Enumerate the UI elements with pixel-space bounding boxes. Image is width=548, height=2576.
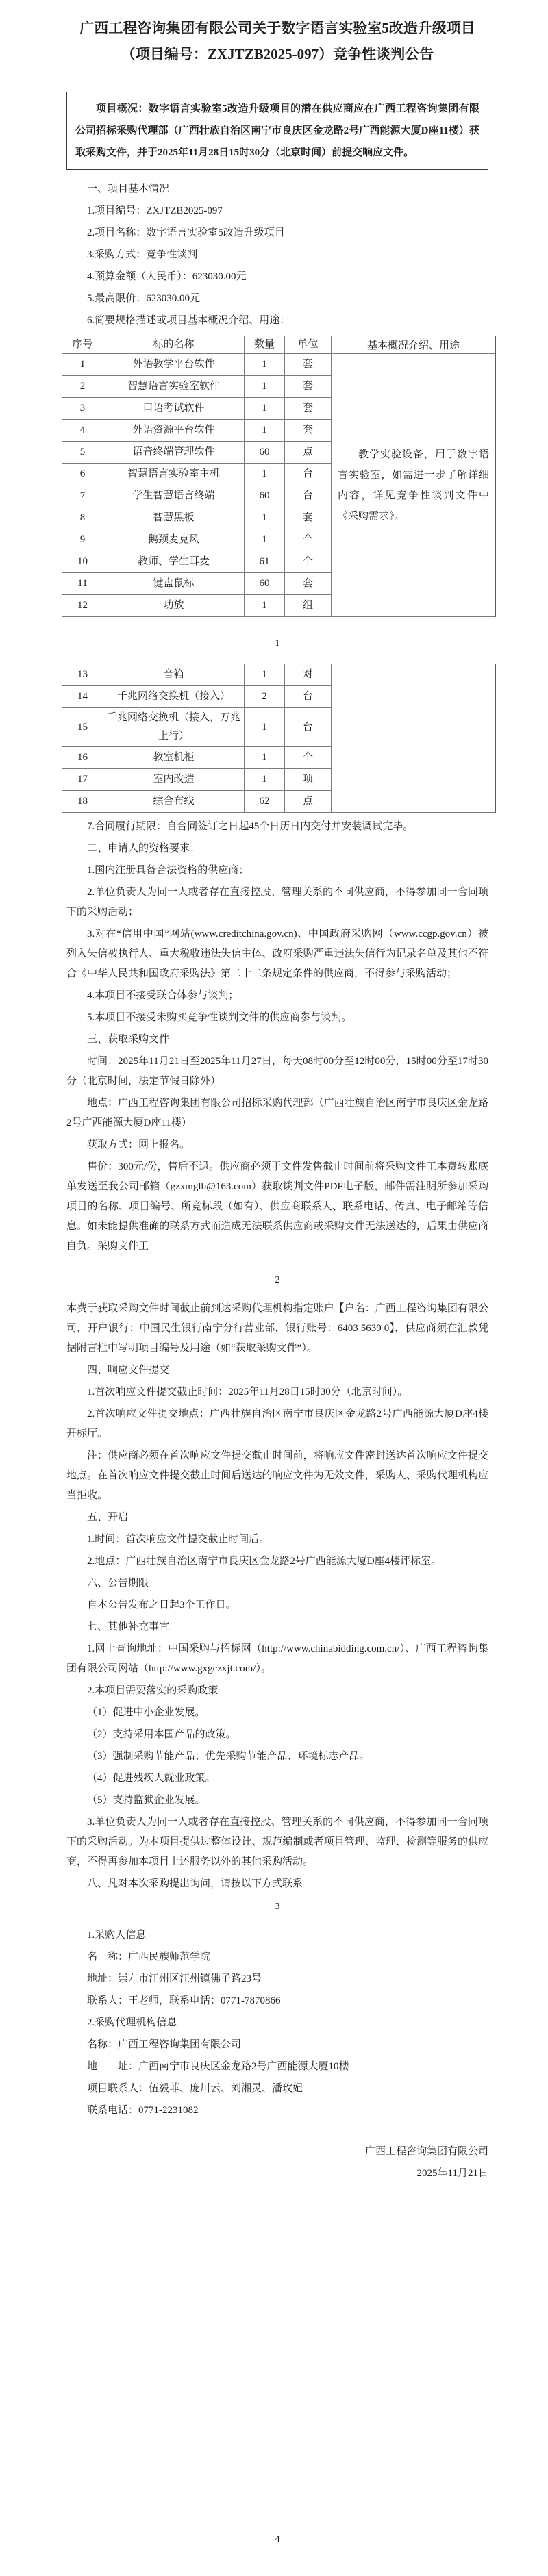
- cell-name: 综合布线: [103, 791, 245, 813]
- cell-qty: 1: [245, 595, 285, 617]
- cell-no: 1: [62, 354, 103, 376]
- items-table-page2: [62, 664, 496, 813]
- cell-qty: 1: [245, 507, 285, 529]
- cell-qty: 1: [245, 464, 285, 485]
- cell-qty: 1: [245, 398, 285, 420]
- page-4: [0, 1917, 548, 2576]
- table-row: [62, 769, 332, 791]
- table-row: [62, 708, 332, 747]
- table-row: [62, 420, 332, 442]
- paragraph: 1.采购人信息: [87, 1930, 147, 1941]
- paragraph: 1.国内注册具备合法资格的供应商；: [87, 865, 249, 876]
- paragraph: 5.本项目不接受未购买竞争性谈判文件的供应商参与谈判。: [87, 1012, 352, 1023]
- paragraph: 时间：2025年11月21日至2025年11月27日，每天08时00分至12时00分，15时00分至17时30分（北京时间，法定节假日除外）: [66, 1056, 488, 1087]
- table-row: [62, 376, 332, 398]
- cell-qty: 1: [245, 420, 285, 442]
- table-row: [62, 398, 332, 420]
- cell-qty: 1: [245, 747, 285, 769]
- cell-unit: 台: [285, 485, 332, 507]
- paragraph: 四、响应文件提交: [87, 1365, 170, 1376]
- paragraph: 五、开启: [87, 1512, 129, 1523]
- document-title: [66, 15, 488, 67]
- paragraph: 3.对在“信用中国”网站(www.creditchina.gov.cn)、中国政府采购网（www.ccgp.gov.cn）被列入失信被执行人、重大税收违法失信主体、政府采购严重违法失信行为记录名单及其他不符合《中华人民共和国政府采购法》第二十二条规定条件的供应商，不得参与采购活动；: [66, 929, 488, 979]
- paragraph: 三、获取采购文件: [87, 1034, 170, 1045]
- cell-unit: 对: [285, 664, 332, 686]
- cell-name: 语音终端管理软件: [103, 442, 245, 464]
- cell-qty: 61: [245, 551, 285, 573]
- cell-unit: 台: [285, 464, 332, 485]
- cell-name: 千兆网络交换机（接入，万兆上行）: [103, 708, 245, 747]
- merged-note-cell-empty: [332, 664, 495, 813]
- table-row: [62, 507, 332, 529]
- paragraph: 2.本项目需要落实的采购政策: [87, 1685, 219, 1696]
- paragraph: 地 址：广西南宁市良庆区金龙路2号广西能源大厦10楼: [87, 2061, 349, 2072]
- cell-qty: 1: [245, 529, 285, 551]
- title-line-2: （项目编号：ZXJTZB2025-097）竞争性谈判公告: [121, 46, 434, 62]
- header-no: 序号: [62, 336, 103, 354]
- cell-name: 鹅颈麦克风: [103, 529, 245, 551]
- cell-unit: 套: [285, 507, 332, 529]
- paragraph: （4）促进残疾人就业政策。: [87, 1773, 216, 1784]
- title-line-1: 广西工程咨询集团有限公司关于数字语言实验室5改造升级项目: [79, 20, 475, 36]
- cell-unit: 套: [285, 398, 332, 420]
- cell-unit: 点: [285, 442, 332, 464]
- paragraph: 3.采购方式：竞争性谈判: [87, 249, 198, 260]
- cell-qty: 60: [245, 485, 285, 507]
- paragraph: 2.单位负责人为同一人或者存在直接控股、管理关系的不同供应商，不得参加同一合同项下的采购活动；: [66, 887, 488, 918]
- paragraph: 地点：广西工程咨询集团有限公司招标采购代理部（广西壮族自治区南宁市良庆区金龙路2号广西能源大厦D座11楼）: [66, 1098, 488, 1128]
- paragraph: 六、公告期限: [87, 1578, 149, 1589]
- paragraph: 八、凡对本次采购提出询问，请按以下方式联系: [87, 1878, 303, 1889]
- paragraph: 2.首次响应文件提交地点：广西壮族自治区南宁市良庆区金龙路2号广西能源大厦D座4楼开标厅。: [66, 1409, 488, 1439]
- cell-name: 教师、学生耳麦: [103, 551, 245, 573]
- cell-name: 室内改造: [103, 769, 245, 791]
- items-table-main: [62, 336, 332, 617]
- paragraph: （2）支持采用本国产品的政策。: [87, 1729, 236, 1740]
- table-row: [62, 442, 332, 464]
- cell-qty: 60: [245, 573, 285, 595]
- table-row: [62, 573, 332, 595]
- paragraph: 1.首次响应文件提交截止时间：2025年11月28日15时30分（北京时间）。: [87, 1387, 408, 1398]
- cell-unit: 套: [285, 376, 332, 398]
- cell-unit: 项: [285, 769, 332, 791]
- paragraph: 1.时间：首次响应文件提交截止时间后。: [87, 1534, 270, 1545]
- header-qty: 数量: [245, 336, 285, 354]
- cell-no: 13: [62, 664, 103, 686]
- table-row: [62, 354, 332, 376]
- header-unit: 单位: [285, 336, 332, 354]
- cell-name: 教室机柜: [103, 747, 245, 769]
- paragraph: 联系电话：0771-2231082: [87, 2105, 199, 2116]
- page1-paragraphs: [66, 179, 488, 333]
- paragraph: 2.地点：广西壮族自治区南宁市良庆区金龙路2号广西能源大厦D座4楼评标室。: [87, 1556, 442, 1567]
- cell-unit: 个: [285, 529, 332, 551]
- cell-name: 千兆网络交换机（接入）: [103, 686, 245, 708]
- cell-no: 12: [62, 595, 103, 617]
- cell-unit: 套: [285, 573, 332, 595]
- page-2: [0, 654, 548, 1291]
- table-row: [62, 595, 332, 617]
- paragraph: 4.本项目不接受联合体参与谈判；: [87, 990, 239, 1001]
- paragraph: 7.合同履行期限：自合同签订之日起45个日历日内交付并安装调试完毕。: [87, 821, 414, 832]
- cell-no: 7: [62, 485, 103, 507]
- cell-no: 15: [62, 708, 103, 747]
- cell-name: 键盘鼠标: [103, 573, 245, 595]
- table-row: [62, 791, 332, 813]
- table-row: [62, 529, 332, 551]
- cell-name: 功放: [103, 595, 245, 617]
- cell-qty: 2: [245, 686, 285, 708]
- page-number-3: 3: [275, 1902, 280, 1912]
- paragraph: 3.单位负责人为同一人或者存在直接控股、管理关系的不同供应商，不得参加同一合同项下的采购活动。为本项目提供过整体设计、规范编制或者项目管理、监理、检测等服务的供应商，不得再参加本项目上述服务以外的其他采购活动。: [66, 1817, 488, 1867]
- table-row: [62, 664, 332, 686]
- page3-paragraphs: [66, 1299, 488, 1896]
- table-row: [62, 686, 332, 708]
- signature-company: 广西工程咨询集团有限公司: [364, 2146, 488, 2157]
- paragraph: 七、其他补充事宜: [87, 1621, 170, 1632]
- paragraph: 地址：崇左市江州区江州镇佛子路23号: [87, 1973, 262, 1984]
- cell-name: 外语教学平台软件: [103, 354, 245, 376]
- table-header-row: [62, 336, 332, 354]
- paragraph: （5）支持监狱企业发展。: [87, 1795, 206, 1806]
- merged-note-cell: [332, 354, 495, 617]
- cell-name: 智慧黑板: [103, 507, 245, 529]
- signature-date: 2025年11月21日: [416, 2168, 488, 2179]
- cell-qty: 1: [245, 376, 285, 398]
- cell-no: 2: [62, 376, 103, 398]
- paragraph: 2.采购代理机构信息: [87, 2017, 177, 2028]
- paragraph: 2.项目名称：数字语言实验室5改造升级项目: [87, 227, 285, 238]
- paragraph: 项目联系人：伍毅菲、庞川云、刘湘灵、潘玫妃: [87, 2083, 303, 2094]
- cell-no: 3: [62, 398, 103, 420]
- cell-no: 16: [62, 747, 103, 769]
- cell-qty: 60: [245, 442, 285, 464]
- cell-unit: 套: [285, 420, 332, 442]
- page4-paragraphs: [66, 1925, 488, 2123]
- table-rows-page2: [62, 664, 332, 813]
- paragraph: 4.预算金额（人民币）：623030.00元: [87, 271, 247, 282]
- project-overview-box: 项目概况：数字语言实验室5改造升级项目的潜在供应商应在广西工程咨询集团有限公司招标采购代理部（广西壮族自治区南宁市良庆区金龙路2号广西能源大厦D座11楼）获取采购文件，并于2025年11月28日15时30分（北京时间）前提交响应文件。: [66, 92, 488, 170]
- paragraph: 本费于获取采购文件时间截止前到达采购代理机构指定账户【户名：广西工程咨询集团有限公司，开户银行：中国民生银行南宁分行营业部，银行账号：6403 5639 0】，供应商须在汇款凭据附言栏中写明项目编号及用途（如“获取采购文件”）。: [66, 1303, 488, 1354]
- cell-no: 17: [62, 769, 103, 791]
- paragraph: 一、项目基本情况: [87, 184, 170, 194]
- table-row: [62, 464, 332, 485]
- cell-unit: 点: [285, 791, 332, 813]
- table-rows-page1: [62, 354, 332, 617]
- cell-name: 智慧语言实验室软件: [103, 376, 245, 398]
- cell-name: 口语考试软件: [103, 398, 245, 420]
- page-number-4: 4: [275, 2534, 280, 2545]
- cell-unit: 个: [285, 551, 332, 573]
- paragraph: 获取方式：网上报名。: [87, 1139, 190, 1150]
- items-table-page1: [62, 336, 496, 617]
- table-row: [62, 551, 332, 573]
- cell-no: 8: [62, 507, 103, 529]
- page-number-1: 1: [275, 638, 280, 648]
- page-1: [0, 0, 548, 654]
- cell-no: 18: [62, 791, 103, 813]
- cell-qty: 62: [245, 791, 285, 813]
- paragraph: 名称：广西工程咨询集团有限公司: [87, 2039, 242, 2050]
- cell-qty: 1: [245, 708, 285, 747]
- page2-paragraphs: [66, 817, 488, 1259]
- cell-no: 14: [62, 686, 103, 708]
- cell-name: 外语资源平台软件: [103, 420, 245, 442]
- page-number-2: 2: [275, 1275, 280, 1285]
- cell-name: 学生智慧语言终端: [103, 485, 245, 507]
- cell-no: 5: [62, 442, 103, 464]
- cell-no: 11: [62, 573, 103, 595]
- note-text: 教学实验设备，用于数字语言实验室，如需进一步了解详细内容，详见竞争性谈判文件中《采购需求》。: [338, 449, 489, 522]
- paragraph: 名 称：广西民族师范学院: [87, 1952, 211, 1962]
- signature-block: [66, 2141, 488, 2184]
- cell-name: 音箱: [103, 664, 245, 686]
- items-table-main-continued: [62, 664, 332, 813]
- cell-no: 6: [62, 464, 103, 485]
- cell-unit: 台: [285, 708, 332, 747]
- header-note: 基本概况介绍、用途: [332, 336, 495, 354]
- paragraph: （3）强制采购节能产品；优先采购节能产品、环境标志产品。: [87, 1751, 370, 1762]
- paragraph: 1.网上查询地址：中国采购与招标网（http://www.chinabidding.com.cn/）、广西工程咨询集团有限公司网站（http://www.gxgczxjt.com/）。: [66, 1643, 488, 1674]
- paragraph: 联系人：王老师，联系电话：0771-7870866: [87, 1995, 281, 2006]
- cell-no: 10: [62, 551, 103, 573]
- paragraph: （1）促进中小企业发展。: [87, 1707, 206, 1718]
- paragraph: 售价：300元/份，售后不退。供应商必须于文件发售截止时间前将采购文件工本费转账底单发送至我公司邮箱（gzxmglb@163.com）获取谈判文件PDF电子版，邮件需注明所参加采购项目的名称、项目编号、所竞标段（如有）、供应商联系人、联系电话、传真、电子邮箱等信息。如未能提供准确的联系方式而造成无法联系供应商或采购文件无法送达的，后果由供应商自负。采购文件工: [66, 1161, 488, 1252]
- paragraph: 6.简要规格描述或项目基本概况介绍、用途：: [87, 315, 290, 326]
- cell-unit: 组: [285, 595, 332, 617]
- table-note-column-empty: [332, 664, 496, 813]
- cell-unit: 套: [285, 354, 332, 376]
- paragraph: 5.最高限价：623030.00元: [87, 293, 201, 304]
- cell-qty: 1: [245, 664, 285, 686]
- paragraph: 二、申请人的资格要求：: [87, 843, 201, 854]
- paragraph: 注：供应商必须在首次响应文件提交截止时间前，将响应文件密封送达首次响应文件提交地点。在首次响应文件提交截止时间后送达的响应文件为无效文件，采购人、采购代理机构应当拒收。: [66, 1450, 488, 1501]
- table-row: [62, 485, 332, 507]
- paragraph: 1.项目编号：ZXJTZB2025-097: [87, 205, 223, 216]
- cell-qty: 1: [245, 769, 285, 791]
- table-row: [62, 747, 332, 769]
- table-note-column: [332, 336, 496, 617]
- page-3: [0, 1291, 548, 1917]
- cell-unit: 台: [285, 686, 332, 708]
- cell-unit: 个: [285, 747, 332, 769]
- cell-no: 4: [62, 420, 103, 442]
- paragraph: 自本公告发布之日起3个工作日。: [87, 1600, 236, 1611]
- header-name: 标的名称: [103, 336, 245, 354]
- cell-qty: 1: [245, 354, 285, 376]
- cell-name: 智慧语言实验室主机: [103, 464, 245, 485]
- cell-no: 9: [62, 529, 103, 551]
